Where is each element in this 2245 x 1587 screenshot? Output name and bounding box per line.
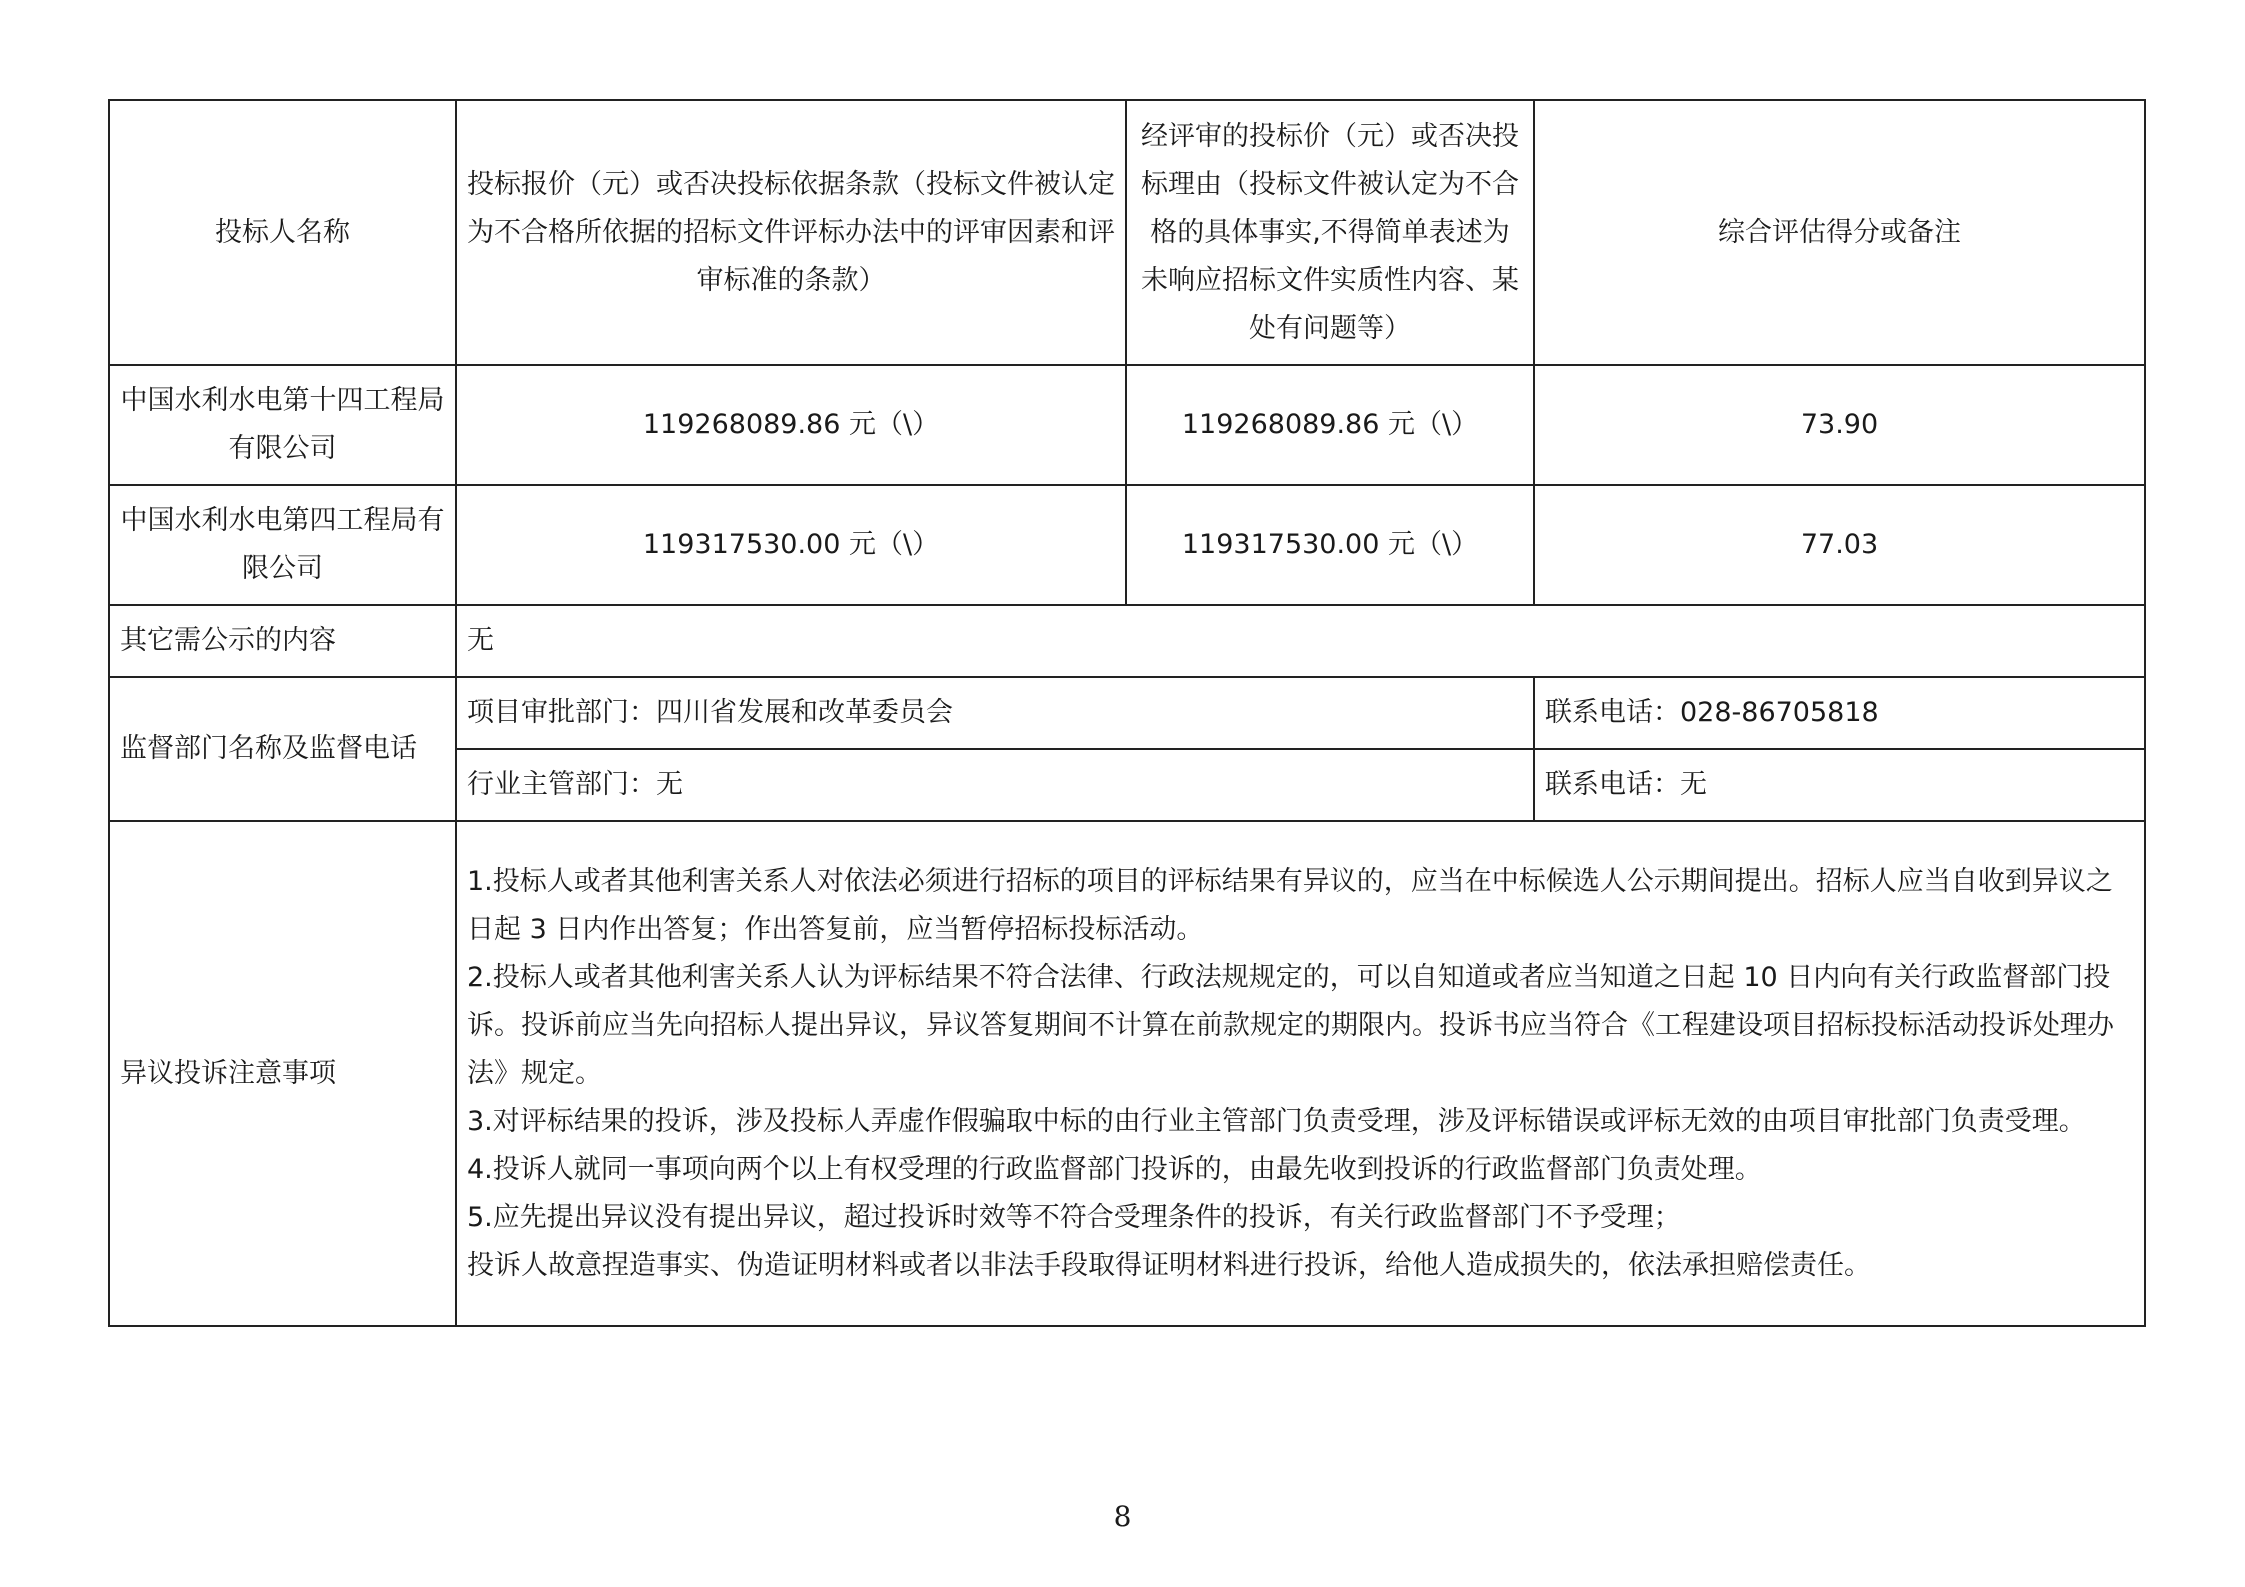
- other-content-label: 其它需公示的内容: [109, 605, 456, 677]
- bid-price-cell: 119268089.86 元（\）: [456, 365, 1126, 485]
- objection-item: 投诉人故意捏造事实、伪造证明材料或者以非法手段取得证明材料进行投诉，给他人造成损失的，依法承担赔偿责任。: [467, 1249, 1871, 1281]
- reviewed-price-cell: 119268089.86 元（\）: [1126, 365, 1534, 485]
- bid-results-table: [108, 99, 2146, 1327]
- header-reviewed-price: 经评审的投标价（元）或否决投标理由（投标文件被认定为不合格的具体事实,不得简单表述为未响应招标文件实质性内容、某处有问题等）: [1126, 100, 1534, 365]
- reviewed-price-cell: 119317530.00 元（\）: [1126, 485, 1534, 605]
- table-row: [109, 485, 2145, 605]
- bidder-name-cell: 中国水利水电第十四工程局有限公司: [109, 365, 456, 485]
- objection-item: 3.对评标结果的投诉，涉及投标人弄虚作假骗取中标的由行业主管部门负责受理，涉及评标错误或评标无效的由项目审批部门负责受理。: [467, 1105, 2086, 1137]
- objection-label: 异议投诉注意事项: [109, 821, 456, 1326]
- score-cell: 73.90: [1534, 365, 2145, 485]
- industry-dept: 行业主管部门：无: [456, 749, 1534, 821]
- page-number: 8: [1113, 1500, 1132, 1533]
- objection-item: 5.应先提出异议没有提出异议，超过投诉时效等不符合受理条件的投诉，有关行政监督部门不予受理；: [467, 1201, 1681, 1233]
- objection-item: 4.投诉人就同一事项向两个以上有权受理的行政监督部门投诉的，由最先收到投诉的行政监督部门负责处理。: [467, 1153, 1762, 1185]
- score-cell: 77.03: [1534, 485, 2145, 605]
- bid-price-cell: 119317530.00 元（\）: [456, 485, 1126, 605]
- other-content-row: [109, 605, 2145, 677]
- bidder-name-cell: 中国水利水电第四工程局有限公司: [109, 485, 456, 605]
- header-bid-price: 投标报价（元）或否决投标依据条款（投标文件被认定为不合格所依据的招标文件评标办法中的评审因素和评审标准的条款）: [456, 100, 1126, 365]
- table-row: [109, 365, 2145, 485]
- header-row: [109, 100, 2145, 365]
- header-bidder-name: 投标人名称: [109, 100, 456, 365]
- objection-notes: [456, 821, 2145, 1326]
- header-score: 综合评估得分或备注: [1534, 100, 2145, 365]
- approval-phone: 联系电话：028-86705818: [1534, 677, 2145, 749]
- objection-item: 2.投标人或者其他利害关系人认为评标结果不符合法律、行政法规规定的，可以自知道或者应当知道之日起 10 日内向有关行政监督部门投诉。投诉前应当先向招标人提出异议，异议答复期间不计算在前款规定的期限内。投诉书应当符合《工程建设项目招标投标活动投诉处理办法》规定。: [467, 961, 2114, 1089]
- supervision-label: 监督部门名称及监督电话: [109, 677, 456, 821]
- objection-item: 1.投标人或者其他利害关系人对依法必须进行招标的项目的评标结果有异议的，应当在中标候选人公示期间提出。招标人应当自收到异议之日起 3 日内作出答复；作出答复前，应当暂停招标投标活动。: [467, 865, 2113, 945]
- objection-row: [109, 821, 2145, 1326]
- supervision-row: [109, 677, 2145, 749]
- industry-phone: 联系电话：无: [1534, 749, 2145, 821]
- other-content-value: 无: [456, 605, 2145, 677]
- approval-dept: 项目审批部门：四川省发展和改革委员会: [456, 677, 1534, 749]
